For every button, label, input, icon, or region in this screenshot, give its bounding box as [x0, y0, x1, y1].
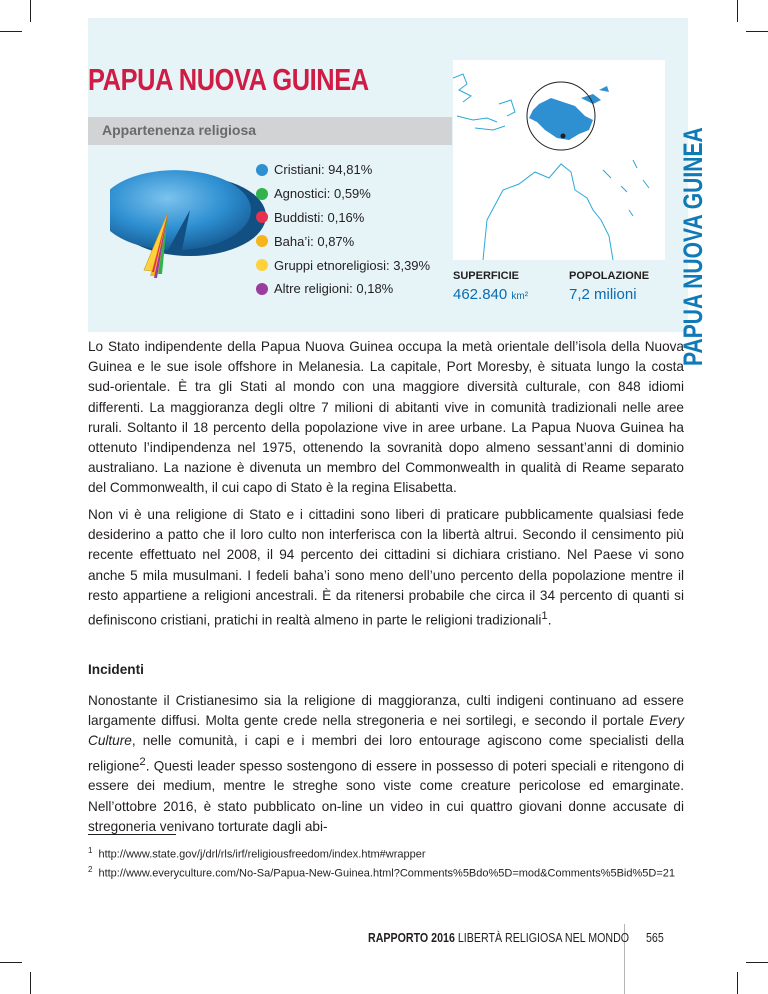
- footnote-1: [88, 843, 684, 863]
- legend-item: [256, 229, 430, 253]
- crop-mark: [0, 31, 22, 32]
- legend-label: Agnostici: 0,59%: [274, 186, 371, 202]
- legend-dot: [256, 188, 268, 200]
- legend-label: Altre religioni: 0,18%: [274, 281, 394, 297]
- paragraph-religion: [88, 505, 684, 631]
- legend-label: Baha’i: 0,87%: [274, 233, 355, 249]
- legend-dot: [256, 283, 268, 295]
- footnote-ref: 1: [541, 610, 548, 623]
- footnote-2: [88, 862, 684, 882]
- footer-report-rest: LIBERTÀ RELIGIOSA NEL MONDO: [454, 930, 630, 945]
- crop-mark: [746, 31, 768, 32]
- religion-pie-chart: [110, 150, 270, 290]
- crop-mark: [30, 0, 31, 22]
- legend-dot: [256, 211, 268, 223]
- area-value: [453, 286, 528, 303]
- side-title-text: PAPUA NUOVA GUINEA: [678, 127, 708, 367]
- area-number: 462.840: [453, 286, 508, 303]
- legend-dot: [256, 259, 268, 271]
- crop-mark: [0, 962, 22, 963]
- legend-item: [256, 253, 430, 277]
- legend-item: [256, 206, 430, 230]
- legend-label: Cristiani: 94,81%: [274, 162, 373, 178]
- religion-section-label: [88, 117, 452, 145]
- legend-item: [256, 158, 430, 182]
- footnote-link[interactable]: http://www.state.gov/j/drl/rls/irf/religiousfreedom/index.htm#wrapper: [98, 848, 426, 861]
- section-heading: Incidenti: [88, 662, 144, 677]
- paragraph-intro: Lo Stato indipendente della Papua Nuova Guinea occupa la metà orientale dell’isola della Nuova Guinea e le sue isole offshore in Melanesia. La capitale, Port Moresby, è situata lungo la costa sud-orientale. È tra gli Stati al mondo con una maggiore diversità culturale, con 848 idiomi differenti. La maggioranza degli oltre 7 milioni di abitanti vive in comunità tradizionali nelle aree rurali. Soltanto il 18 percento della popolazione vive in aree urbane. La Papua Nuova Guinea ha ottenuto l’indipendenza nel 1975, ottenendo la sovranità dopo almeno sessant’anni di dominio australiano. La nazione è divenuta un membro del Commonwealth in qualità di Reame separato del Commonwealth, il cui capo di Stato è la regina Elisabetta.: [88, 339, 684, 496]
- footer-report-bold: RAPPORTO 2016: [368, 930, 455, 945]
- stats-panel: [453, 264, 665, 314]
- area-unit: km²: [511, 291, 529, 302]
- paragraph-incidents: [88, 691, 684, 837]
- paragraph-religion-text: Non vi è una religione di Stato e i cittadini sono liberi di praticare pubblicamente qualsiasi fede desiderino a patto che il loro culto non interferisca con la libertà altrui. Secondo il censimento più recente effettuato nel 2008, il 94 percento dei cittadini si dichiara cristiano. Nel Paese vi sono anche 5 mila musulmani. I fedeli baha’i sono meno dell’uno percento della popolazione mentre il resto appartiene a religioni ancestrali. È da ritenersi probabile che circa il 34 percento di quanti si definiscono cristiani, pratichi in realtà almeno in parte le religioni tradizionali: [88, 507, 684, 628]
- footnote-ref: 2: [139, 755, 146, 768]
- paragraph-incidents-a: Nonostante il Cristianesimo sia la religione di maggioranza, culti indigeni continuano ad essere largamente diffusi. Molta gente crede nella stregoneria e nei sortilegi, e secondo il portale: [88, 693, 684, 729]
- legend-item: [256, 277, 430, 301]
- crop-mark: [737, 0, 738, 22]
- location-map: [453, 60, 665, 260]
- religion-section-text: Appartenenza religiosa: [102, 122, 257, 138]
- every-culture-title: Every Culture: [88, 713, 684, 749]
- paragraph-incidents-c: . Questi leader spesso sostengono di essere in possesso di poteri speciali e ritengono di essere dei medium, mentre le streghe sono viste come creature pericolose ed emarginate. Nell’ottobre 2016, è stato pubblicato on-line un video in cui quattro giovani donne accusate di stregoneria venivano torturate dagli abi-: [88, 758, 684, 834]
- footer-report-title: [368, 930, 629, 945]
- footnote-number: 1: [88, 846, 93, 855]
- crop-mark: [30, 972, 31, 994]
- footnote-number: 2: [88, 865, 93, 874]
- legend-label: Buddisti: 0,16%: [274, 209, 365, 225]
- population-label: POPOLAZIONE: [569, 270, 650, 282]
- crop-mark: [746, 962, 768, 963]
- area-label: SUPERFICIE: [453, 270, 520, 282]
- legend-item: [256, 182, 430, 206]
- page-title: PAPUA NUOVA GUINEA: [88, 62, 369, 97]
- paragraph-end: .: [547, 612, 552, 628]
- legend-dot: [256, 235, 268, 247]
- page-number: 565: [646, 930, 664, 945]
- legend-dot: [256, 164, 268, 176]
- crop-mark: [737, 972, 738, 994]
- map-capital-dot: [561, 134, 566, 139]
- legend-label: Gruppi etnoreligiosi: 3,39%: [274, 257, 431, 273]
- paragraph-incidents-b: , nelle comunità, i capi e i membri dei loro entourage agiscono come specialisti della religione: [88, 733, 684, 774]
- population-value: 7,2 milioni: [569, 286, 637, 303]
- religion-legend: [256, 158, 430, 301]
- footnote-rule: [88, 834, 176, 835]
- footnote-link[interactable]: http://www.everyculture.com/No-Sa/Papua-New-Guinea.html?Comments%5Bdo%5D=mod&Comments%5Bid%5D=21: [98, 867, 675, 880]
